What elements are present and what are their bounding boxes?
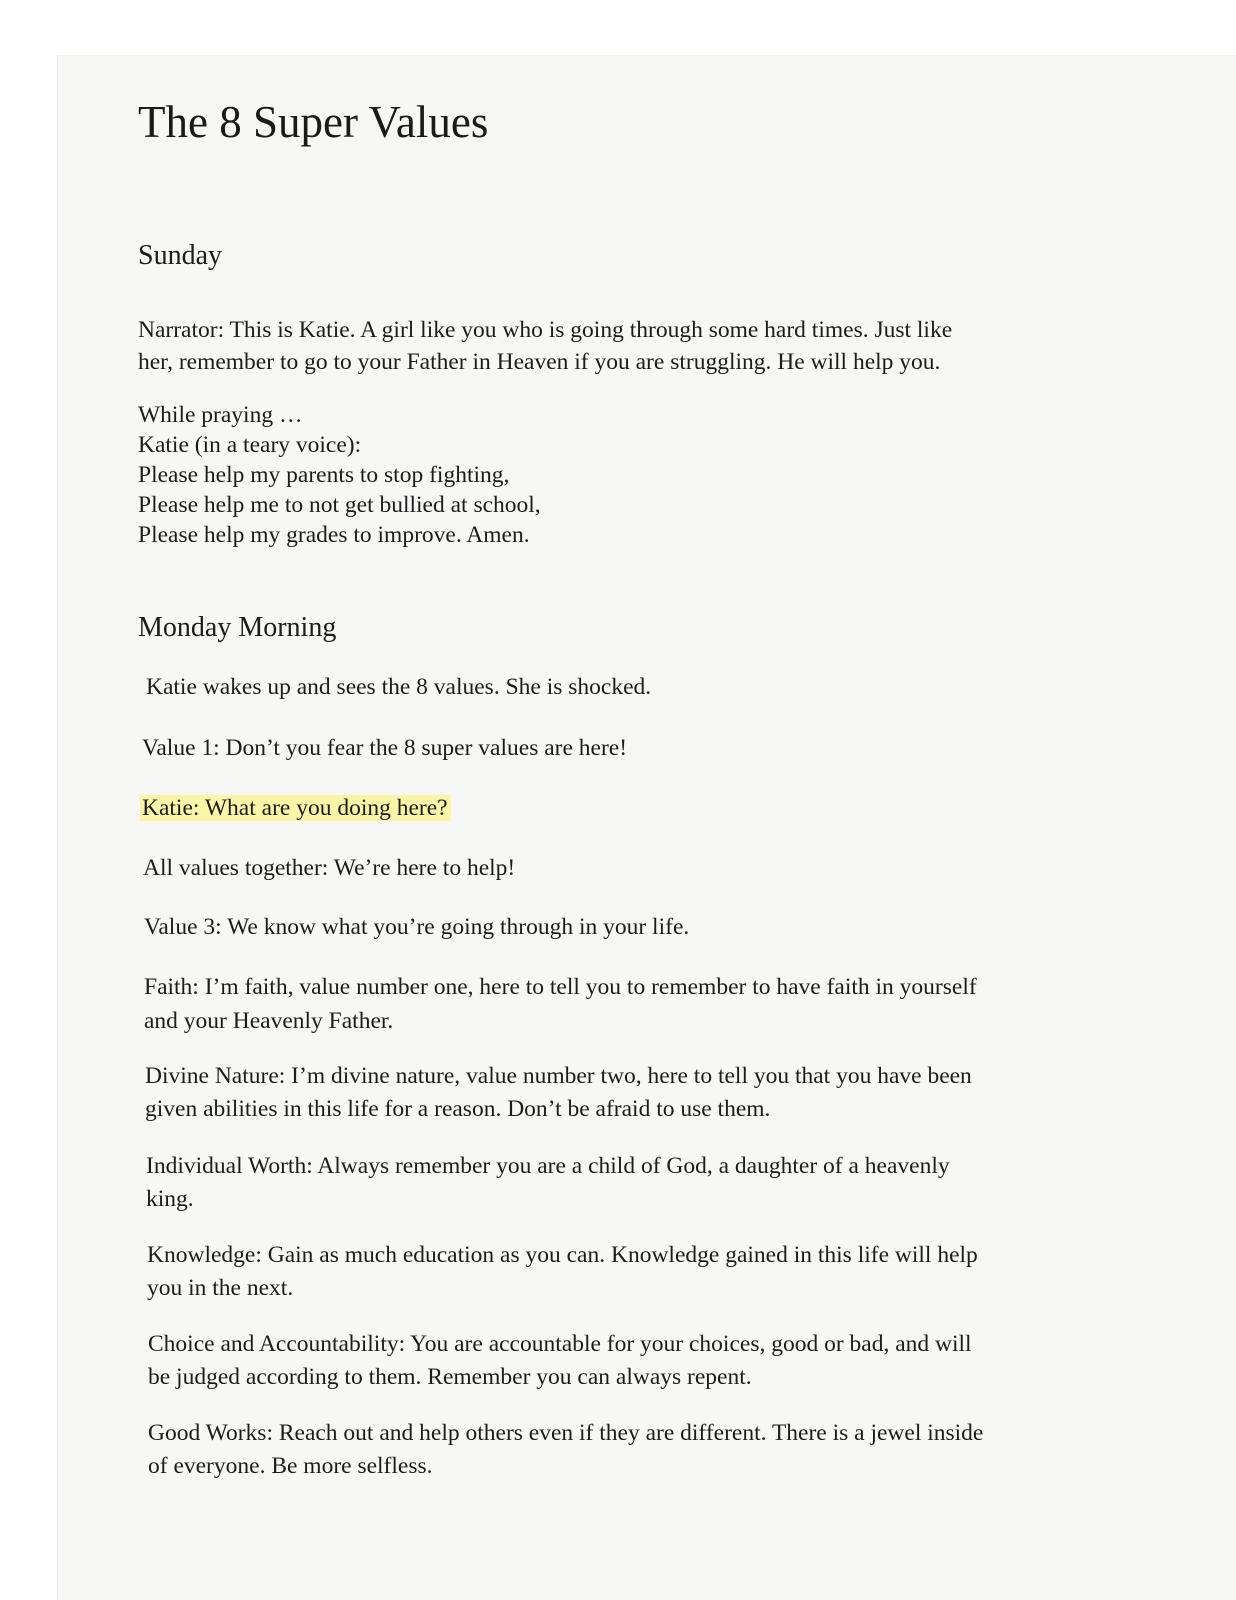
document-body: [138, 92, 1108, 1483]
text-line: king.: [146, 1186, 194, 1212]
text-line: Please help my parents to stop fighting,: [138, 462, 510, 488]
text-line: of everyone. Be more selfless.: [148, 1453, 433, 1479]
paragraph-all-values: [138, 853, 1108, 884]
section-monday-morning: [138, 612, 1108, 1483]
text-line: All values together: We’re here to help!: [143, 855, 516, 881]
paragraph-knowledge: [138, 1239, 1108, 1305]
text-line: Faith: I’m faith, value number one, here to tell you to remember to have faith in yourself: [144, 974, 977, 1000]
text-line: Katie (in a teary voice):: [138, 432, 362, 458]
paragraph-value-3: [138, 912, 1108, 943]
text-line: you in the next.: [147, 1275, 294, 1301]
text-line: Katie wakes up and sees the 8 values. She is shocked.: [146, 674, 652, 700]
paragraph-prayer: [138, 400, 1108, 550]
paragraph-katie-wakes: [138, 672, 1108, 703]
paragraph-value-1: [138, 733, 1108, 764]
text-line: Divine Nature: I’m divine nature, value number two, here to tell you that you have been: [145, 1063, 972, 1089]
paragraph-choice-accountability: [138, 1328, 1108, 1394]
text-line: given abilities in this life for a reason. Don’t be afraid to use them.: [145, 1096, 771, 1122]
text-line: Knowledge: Gain as much education as you can. Knowledge gained in this life will help: [147, 1242, 978, 1268]
text-line: Good Works: Reach out and help others even if they are different. There is a jewel inside: [148, 1420, 984, 1446]
paragraph-individual-worth: [138, 1150, 1108, 1216]
paragraph-faith: [138, 970, 1108, 1038]
section-heading-monday-morning: Monday Morning: [138, 612, 337, 643]
paragraph-katie-question: [138, 793, 1108, 824]
text-line: Value 1: Don’t you fear the 8 super values are here!: [142, 735, 628, 761]
paragraph-divine-nature: [138, 1060, 1108, 1126]
paragraph-narrator: [138, 314, 1108, 378]
highlighted-line: Katie: What are you doing here?: [140, 795, 451, 821]
text-line: Individual Worth: Always remember you are a child of God, a daughter of a heavenly: [146, 1153, 950, 1179]
paragraph-good-works: [138, 1417, 1108, 1483]
text-line: Value 3: We know what you’re going through in your life.: [144, 914, 690, 940]
section-sunday: [138, 240, 1108, 550]
document-title: The 8 Super Values: [138, 97, 489, 147]
text-line: Narrator: This is Katie. A girl like you who is going through some hard times. Just like: [138, 317, 953, 343]
text-line: Please help my grades to improve. Amen.: [138, 522, 530, 548]
section-heading-sunday: Sunday: [138, 240, 222, 271]
text-line: Please help me to not get bullied at school,: [138, 492, 541, 518]
text-line: Choice and Accountability: You are accountable for your choices, good or bad, and will: [148, 1331, 972, 1357]
text-line: be judged according to them. Remember you can always repent.: [148, 1364, 752, 1390]
text-line: While praying …: [138, 402, 303, 428]
text-line: her, remember to go to your Father in Heaven if you are struggling. He will help you.: [138, 349, 941, 375]
text-line: and your Heavenly Father.: [144, 1008, 394, 1034]
